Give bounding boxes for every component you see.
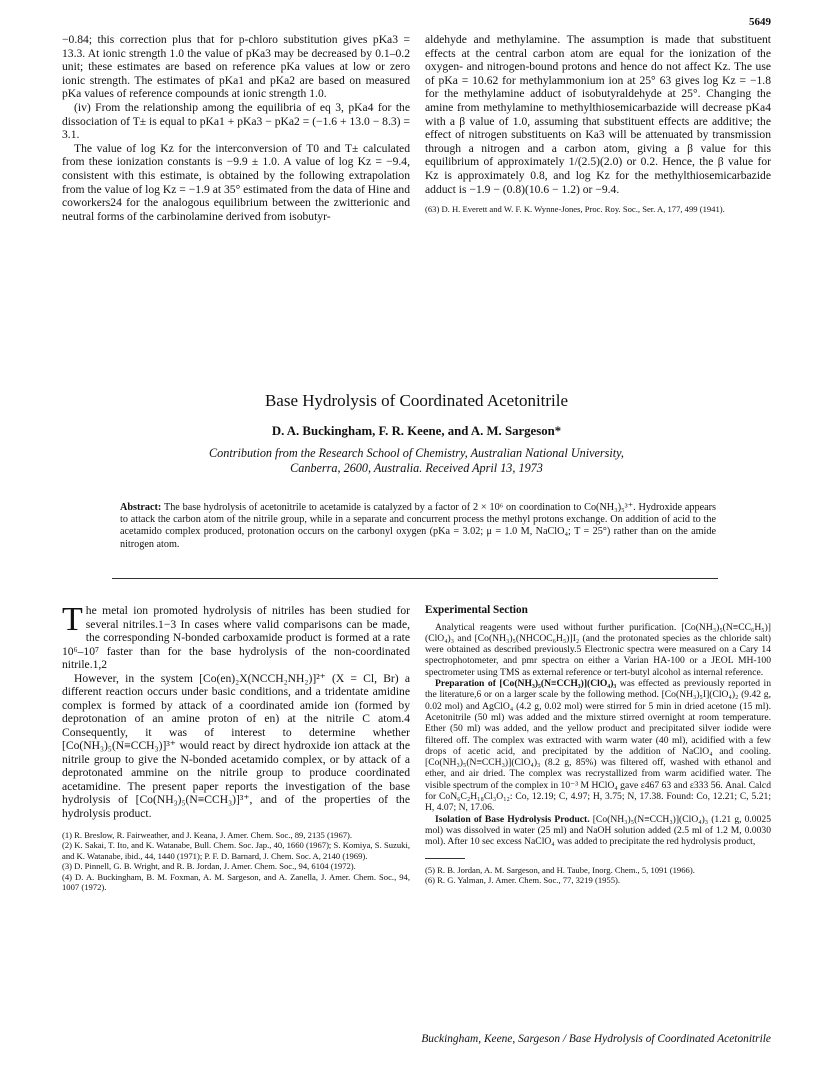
footnotes (62, 830, 410, 892)
affiliation-line: Canberra, 2600, Australia. Received April 13, 1973 (290, 461, 543, 475)
body-paragraph: −0.84; this correction plus that for p-chloro substitution gives pKa3 = 13.3. At ionic strength 1.0 the value of pKa3 may be decreased by 0.1–0.2 unit; these estimates are based on reference pKa values at low or zero ionic strength. The estimates of pKa1 and pKa2 are based on measured pKa values of reference compounds at ionic strength 1.0. (62, 33, 410, 101)
paragraph-text: [Co(NH₃)₅(N≡CCH₃)](ClO₄)₃ (1.21 g, 0.0025 mol) was dissolved in water (25 ml) and NaOH solution added (2.5 ml of 1.2 M, 0.0030 mol). After 10 sec excess NaClO₄ was added to precipitate the red hydrolysis product, (425, 813, 771, 848)
run-in-heading: Preparation of [Co(NH₃)₅(N≡CCH₃)](ClO₄)₃ (435, 678, 617, 690)
intro-paragraph: However, in the system [Co(en)₂X(NCCH₂NH₂)]²⁺ (X = Cl, Br) a different reaction occurs under basic conditions, and a tridentate amidine complex is formed by attack of a coordinated amide ion (formed by deprotonation of an amine proton of en) at the nitrile C atom.4 Consequently, it was of interest to determine whether [Co(NH₃)₅(N≡CCH₃)]³⁺ would react by direct hydroxide ion attack at the nitrile group to give the N-bonded acetamido complex, or by attack of a deprotonated ammine on the nitrile group to produce coordinated acetamidine. The present paper reports the investigation of the base hydrolysis of [Co(NH₃)₅(N≡CCH₃)]³⁺, and of the properties of the hydrolysis product. (62, 671, 410, 820)
body-paragraph: The value of log Kz for the interconversion of T0 and T± calculated from these ionization constants is −9.9 ± 1.0. A value of log Kz = −9.4, consistent with this estimate, is obtained by the following extrapolation from the value of log Kz = −1.9 at 35° estimated from the data of Hine and coworkers24 for the analogous equilibrium between the zwitterionic and neutral forms of the carbinolamine derived from isobutyr- (62, 141, 410, 223)
abstract (120, 502, 716, 551)
footnote-5: (5) R. B. Jordan, A. M. Sargeson, and H. Taube, Inorg. Chem., 5, 1091 (1966). (425, 864, 695, 875)
article-title: Base Hydrolysis of Coordinated Acetonitrile (264, 391, 569, 410)
footnote-rule (425, 858, 465, 859)
abstract-rule (112, 578, 718, 579)
footnote-63: (63) D. H. Everett and W. F. K. Wynne-Jones, Proc. Roy. Soc., Ser. A, 177, 499 (1941). (425, 204, 725, 215)
body-paragraph: aldehyde and methylamine. The assumption is made that substituent effects at the central carbon atom are equal for the ionization of the oxygen- and nitrogen-bound protons and hence do not affect Kz. The use of pKa = 10.62 for methylammonium ion at 25° 63 gives log Kz = −1.8 for the methylamine adduct of isobutyraldehyde at 25°. Changing the amine from methylamine to methylthiosemicarbazide will decrease pKa4 with a β value of 1.0, assuming that substituent effects are additive; the effect of nitrogen substituents on Ka3 will be attenuated by transmission through a nitrogen and a carbon atom, giving a β value for this equilibrium of approximately 1/(2.5)(2.0) or 0.2. Hence, the β value for Kz is approximately 0.8, and log Kz for the methylthiosemicarbazide adduct is −1.9 − (0.8)(10.6 − 1.2) or −9.4. (425, 33, 771, 196)
experimental-paragraph (425, 678, 771, 814)
abstract-text: The base hydrolysis of acetonitrile to acetamide is catalyzed by a factor of 2 × 10⁶ on coordination to Co(NH₃)₅³⁺. Hydroxide appears to attack the carbon atom of the nitrile group, while in a separate and concurrent process the methyl protons exchange. On addition of acid to the acetamido complex produced, protonation occurs on the carbonyl oxygen (pKa = 3.02; μ = 1.0 M, NaClO₄; T = 25°) rather than on the amide nitrogen atom. (120, 502, 716, 550)
introduction-body (62, 601, 410, 820)
drop-cap: T (62, 601, 83, 638)
footnotes (425, 865, 771, 886)
introduction-column (62, 601, 410, 893)
footnote-6: (6) R. G. Yalman, J. Amer. Chem. Soc., 77, 3219 (1955). (425, 874, 621, 885)
footnote-1: (1) R. Breslow, R. Fairweather, and J. Keana, J. Amer. Chem. Soc., 89, 2135 (1967). (62, 830, 353, 840)
intro-paragraph (62, 601, 410, 672)
experimental-body (425, 622, 771, 848)
article-authors: D. A. Buckingham, F. R. Keene, and A. M. Sargeson* (271, 424, 562, 438)
affiliation-line: Contribution from the Research School of Chemistry, Australian National University, (209, 446, 624, 460)
body-paragraph: (iv) From the relationship among the equilibria of eq 3, pKa4 for the dissociation of T± is equal to pKa1 + pKa3 − pKa2 = (−1.6 + 13.0 − 8.3) = 3.1. (62, 100, 410, 142)
continued-article-right-column (425, 33, 771, 215)
footnote-4: (4) D. A. Buckingham, B. M. Foxman, A. M. Sargeson, and A. Zanella, J. Amer. Chem. Soc., 94, 1007 (1972). (62, 871, 410, 893)
article-affiliation (62, 446, 771, 476)
paragraph-text: was effected as previously reported in the literature,6 or on a larger scale by the following method. [Co(NH₃)₅I](ClO₄)₂ (9.42 g, 0.02 mol) and AgClO₄ (4.2 g, 0.02 mol) were stirred for 5 min in dried acetone (15 ml). Acetonitrile (50 ml) was added and the mixture stirred overnight at room temperature. Ether (50 ml) was added, and the yellow product and precipitated silver iodide were filtered off. The complex was extracted with warm water (40 ml), acidified with a few drops of acetic acid, and precipitated by the addition of NaClO₄ and cooling. [Co(NH₃)₅(N≡CCH₃)](ClO₄)₃ (8.2 g, 85%) was filtered off, washed with ethanol and ether, and air dried. The complex was recrystallized from warm acidified water. The visible spectrum of the complex in 10⁻³ M HClO₄ gave ε467 63 and ε333 56. Anal. Calcd for CoN₆C₂H₁₈Cl₃O₁₂: Co, 12.19; C, 4.97; H, 3.75; N, 17.38. Found: Co, 12.21; C, 5.21; H, 4.07; N, 17.06. (425, 678, 771, 814)
page-number: 5649 (749, 16, 771, 28)
experimental-column (425, 604, 771, 885)
running-footer: Buckingham, Keene, Sargeson / Base Hydrolysis of Coordinated Acetonitrile (421, 1033, 771, 1045)
run-in-heading: Isolation of Base Hydrolysis Product. (435, 813, 590, 825)
experimental-paragraph (425, 814, 771, 848)
section-heading: Experimental Section (425, 604, 528, 616)
continued-article-left-column (62, 33, 410, 223)
footnote-3: (3) D. Pinnell, G. B. Wright, and R. B. Jordan, J. Amer. Chem. Soc., 94, 6104 (1972). (62, 861, 356, 872)
experimental-paragraph: Analytical reagents were used without further purification. [Co(NH₃)₅(N≡CC₆H₅)](ClO₄)₃ and [Co(NH₃)₅(NHCOC₆H₅)]I₂ (and the protonated species as the chloride salt) were obtained as described previously.5 Electronic spectra were measured on a Cary 14 spectrophotometer, and pmr spectra on either a Varian HA-100 or a JEOL MH-100 spectrometer using TMS as external reference or tert-butyl alcohol as internal reference. (425, 621, 771, 678)
footnote-2: (2) K. Sakai, T. Ito, and K. Watanabe, Bull. Chem. Soc. Jap., 40, 1660 (1967); S. Komiya, S. Suzuki, and K. Watanabe, ibid., 44, 1440 (1971); P. F. D. Barnard, J. Chem. Soc. A, 2140 (1969). (62, 840, 410, 861)
abstract-label: Abstract: (120, 502, 162, 513)
intro-paragraph-text: he metal ion promoted hydrolysis of nitriles has been studied for several nitriles.1−3 In cases where valid comparisons can be made, the corresponding N-bonded carboxamide product is formed at a rate 10⁶–10⁷ faster than for the base hydrolysis of the non-coordinated nitrile.1,2 (62, 604, 410, 671)
footnote (425, 204, 771, 214)
